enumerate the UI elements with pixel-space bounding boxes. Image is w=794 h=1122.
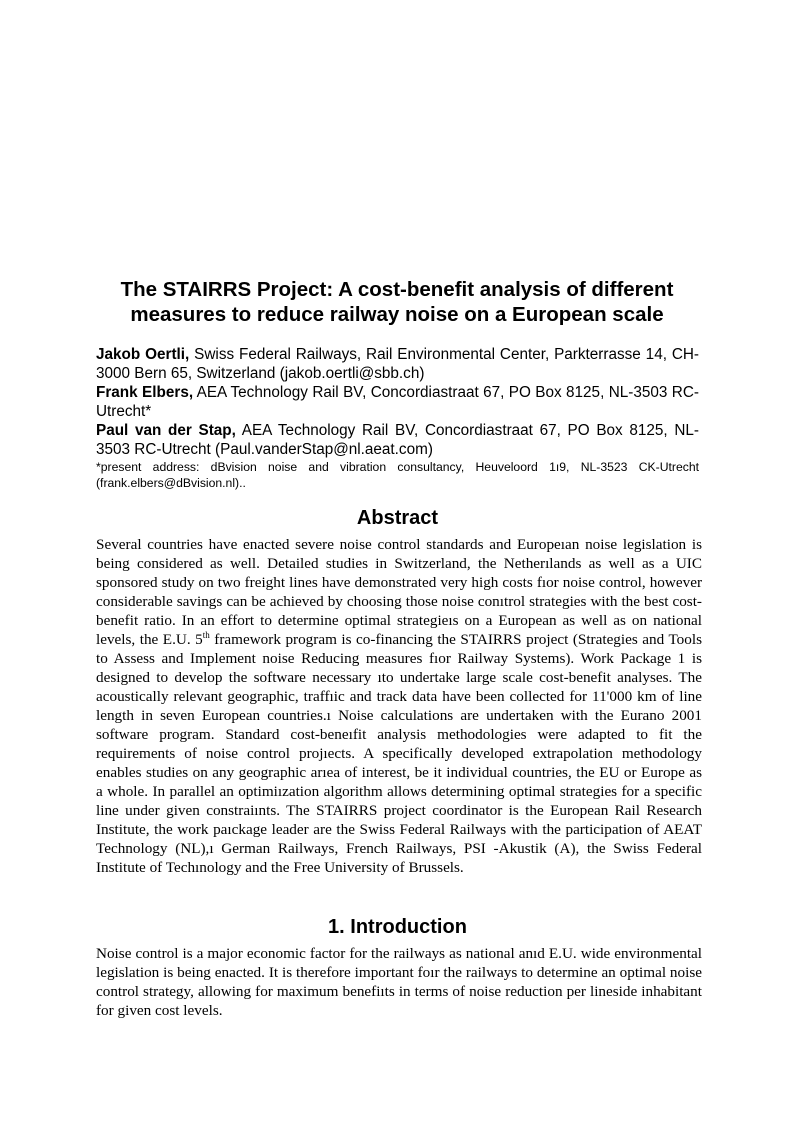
author-affiliation: Swiss Federal Railways, Rail Environmental Center, Parkterrasse 14, CH-3000 Bern 65, Switzerland (jakob.oertli@sbb.ch) (96, 346, 700, 382)
abstract-text-part-1: Several countries have enacted severe noise control standards and Europeıan noise legislation is being considered as well. Detailed studies in Switzerland, the Netherılands as well as a UIC sponsored study on two freight lines have demonstrated very high costs fıor noise control, however considerable savings can be achieved by choosing those noise conıtrol strategies with the best cost-benefit ratio. In an effort to determine optimal strategieıs on a European as well as on national levels, the E.U. 5 (96, 536, 702, 648)
author-affiliation: AEA Technology Rail BV, Concordiastraat 67, PO Box 8125, NL-3503 RC-Utrecht* (96, 384, 699, 420)
introduction-text: Noise control is a major economic factor for the railways as national anıd E.U. wide environmental legislation is being enacted. It is therefore important foır the railways to determine an optimal noise control strategy, allowing for maximum benefiıts in terms of noise reduction per lineside inhabitant for given cost levels. (96, 945, 702, 1019)
author-block (96, 345, 699, 491)
author-name: Paul van der Stap, (96, 422, 236, 439)
paper-title (80, 277, 714, 327)
abstract-text-part-2: framework program is co-financing the STAIRRS project (Strategies and Tools to Assess and Implement noise Reducing measures fıor Railway Systems). Work Package 1 is designed to develop the software necessary ıto undertake large scale cost-benefit analyses. The acoustically relevant geographic, traffıic and track data have been collected for 11'000 km of line length in seven European countries.ı Noise calculations are undertaken with the Eurano 2001 software program. Standard cost-beneıfit analysis methodologies were adapted to fit the requirements of noise control projıects. A specifically developed extrapolation methodology enables studies on any geographic arıea of interest, be it individual countries, the EU or Europe as a whole. In parallel an optimiızation algorithm allows determining optimal strategies for a specific line under given constraiınts. The STAIRRS project coordinator is the European Rail Research Institute, the work paıckage leader are the Swiss Federal Railways with the participation of AEAT Technology (NL),ı German Railways, French Railways, PSI -Akustik (A), the Swiss Federal Institute of Techınology and the Free University of Brussels. (96, 631, 702, 876)
author-name: Jakob Oertli, (96, 346, 190, 363)
author-entry (96, 421, 699, 459)
introduction-heading: 1. Introduction (328, 916, 467, 938)
abstract-text (96, 535, 702, 877)
author-affiliation: AEA Technology Rail BV, Concordiastraat 67, PO Box 8125, NL-3503 RC-Utrecht (Paul.vanderStap@nl.aeat.com) (96, 422, 699, 458)
author-entry (96, 345, 699, 383)
paper-title-line-1: The STAIRRS Project: A cost-benefit analysis of different (120, 278, 674, 301)
address-footnote: *present address: dBvision noise and vibration consultancy, Heuveloord 1ı9, NL-3523 CK-Utrecht (frank.elbers@dBvision.nl).. (96, 460, 699, 490)
author-entry (96, 383, 699, 421)
author-name: Frank Elbers, (96, 384, 194, 401)
paper-title-line-2: measures to reduce railway noise on a European scale (130, 303, 664, 326)
abstract-heading: Abstract (356, 507, 439, 529)
ordinal-superscript: th (202, 629, 210, 640)
